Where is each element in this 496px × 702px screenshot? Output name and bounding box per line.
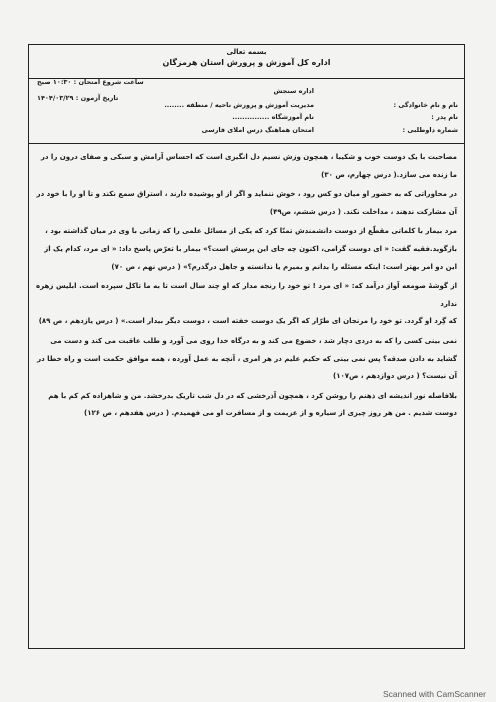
text-line: آن مشارکت ندهند ، مداخلت نکند. ( درس ششم، ص۴۹) [269, 207, 457, 216]
admin-region-label: مدیریت آموزش و پرورش ناحیه / منطقه ........ [164, 101, 314, 109]
text-line: مرد بیمار با کلماتی مقطّع از دوست دانشمندش تمنّا کرد که یکی از مسائل علمی را که زمانی با وی در میان گذاشته بود ، [45, 227, 457, 236]
text-line: نمی بینی کسی را که به دردی دچار شد ، خضوع می کند و به درگاه خدا روی می آورد و طلب عاقبت می کند و دست می [50, 336, 457, 345]
candidate-number-label: شماره داوطلبی : [402, 126, 458, 134]
paragraph-3 [36, 223, 457, 276]
paragraph-1 [36, 149, 457, 184]
sub-department: اداره سنجش [273, 87, 314, 95]
text-line: بلافاصله نور اندیشه ای ذهنم را روشن کرد ، همچون آذرخشی که در دل شب تاریک بدرخشد. من و شاهزاده کم کم با هم [48, 391, 457, 400]
text-line: گشاید به دادن صدقه؟ پس نمی بینی که حکیم علیم در هر امری ، آنچه به عمل آورده ، همه موافق حکمت است و راه خطا در [37, 354, 457, 363]
exam-sheet [28, 44, 465, 649]
text-line: در محاوراتی که به حضور او میان دو کس رود ، خوش ننماید و اگر از او پوشیده دارند ، استراق سمع نکند و تا او را با خود در [36, 190, 457, 199]
text-line: این دو امر بهتر است: اینکه مسئله را بدانم و بمیرم یا ندانسته و جاهل درگذرم؟» ( درس نهم ، ص ۷۰) [111, 262, 457, 271]
father-name-label: نام پدر : [431, 113, 458, 121]
department-title: اداره کل آموزش و پرورش استان هرمزگان [162, 58, 331, 67]
school-label: نام آموزشگاه ............... [232, 113, 314, 121]
text-line: مصاحبت با یک دوست خوب و شکیبا ، همچون وزش نسیم دل انگیزی است که احساس آرامش و سبکی و صفای درون را در [40, 153, 457, 161]
text-line: آن نیست؟ ( درس دوازدهم ، ص۱۰۷) [333, 372, 457, 381]
paragraph-6 [36, 388, 457, 423]
exam-start-time: ساعت شروع امتحان : ۱۰:۳۰ صبح [37, 78, 144, 86]
basmala: بسمه تعالی [226, 48, 267, 56]
dictation-text [36, 149, 457, 642]
paragraph-5 [36, 333, 457, 386]
name-label: نام و نام خانوادگی : [393, 101, 458, 109]
text-line: ما زنده می سازد.( درس چهارم، ص ۳۰) [321, 170, 457, 179]
text-line: که گِرد او گردد. تو خود را مرنجان ای طرّار که اگر یک دوست خفته است ، دوست دیگر بیدار است.» ( درس یازدهم ، ص ۸۹) [38, 317, 457, 326]
exam-title: امتحان هماهنگ درس املای فارسی [201, 126, 314, 134]
paragraph-4 [36, 278, 457, 331]
exam-date: تاریخ آزمون : ۱۴۰۴/۰۳/۲۹ [37, 94, 119, 102]
text-line: از گوشهٔ صومعه آواز درآمد که: « ای مرد ! تو خود را رنجه مدار که او چند سال است تا به ما تاکل سپرده است. ابلیس زهره ندارد [36, 282, 457, 308]
text-line: دوست شدیم . من هر روز چیزی از سیاره و از عزیمت و از مسافرت او می فهمیدم. ( درس هفدهم ، ص ۱۲۶) [84, 409, 457, 418]
text-line: بازگوید.فقیه گفت: « ای دوست گرامی، اکنون چه جای این پرسش است؟» بیمار با تعرّض پاسخ داد: « ای مرد، کدام یک از [44, 244, 457, 253]
scanner-watermark: Scanned with CamScanner [382, 689, 486, 699]
exam-header [29, 45, 464, 144]
paragraph-2 [36, 186, 457, 221]
